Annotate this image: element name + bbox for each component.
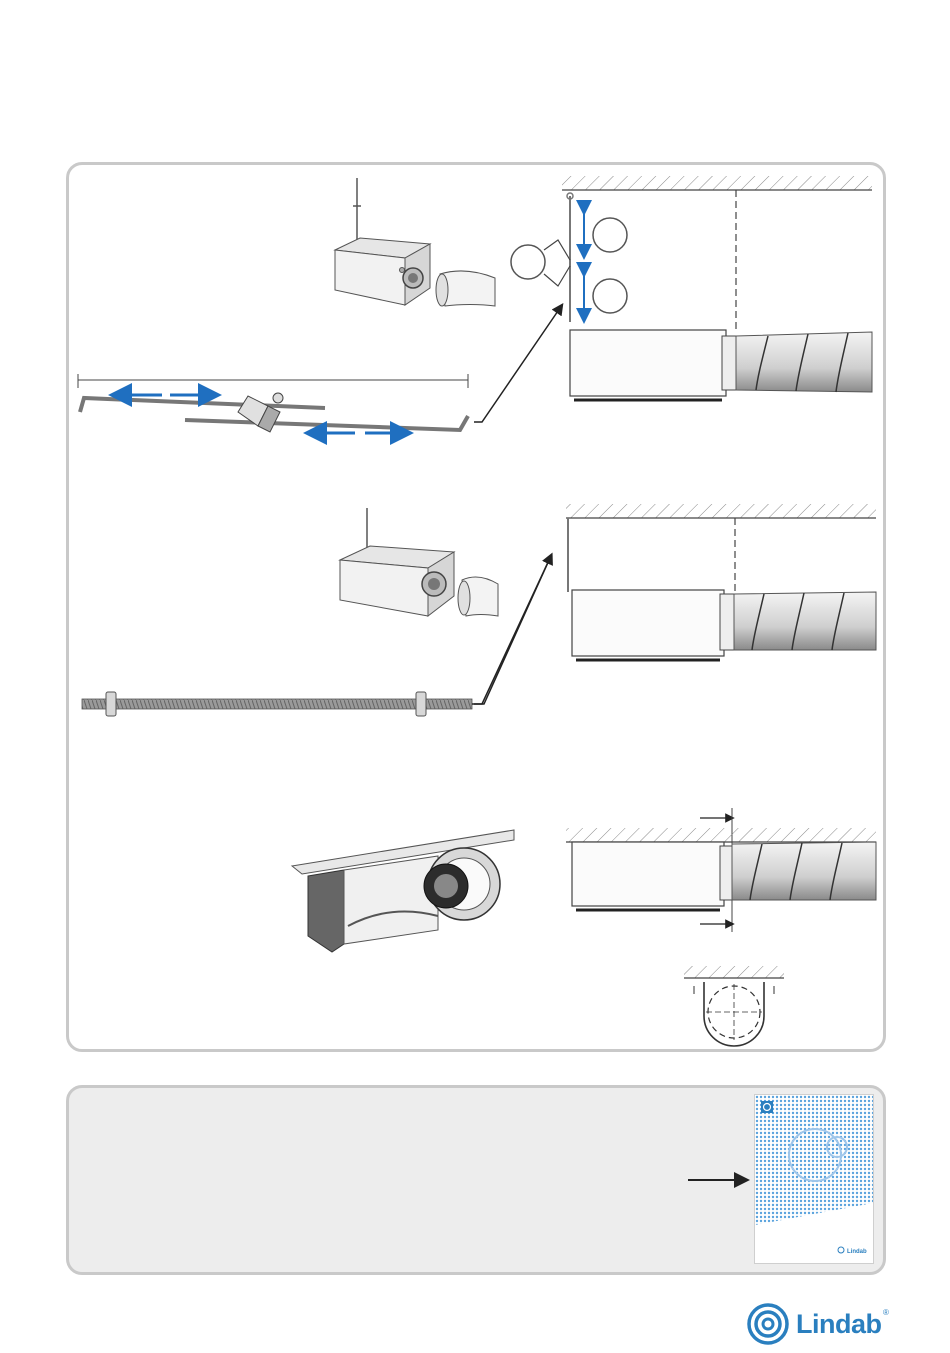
info-pointer-arrow — [686, 1172, 750, 1188]
section-1-adjustment-arrows — [110, 385, 410, 445]
section-2-ceiling-rod-diagram — [560, 500, 882, 670]
section-3-ceiling-section-illustration — [288, 826, 518, 956]
section-1-ceiling-suspension-diagram — [506, 170, 882, 410]
brochure-thumbnail[interactable] — [754, 1094, 874, 1264]
brochure-cover-art — [755, 1095, 873, 1263]
lindab-logo-rings-icon — [746, 1302, 792, 1346]
section-2-pointer-arrow — [470, 548, 560, 708]
lindab-logo[interactable] — [746, 1302, 896, 1346]
section-1-unit-with-hanger-illustration — [330, 178, 500, 318]
lindab-logo-text: Lindab — [796, 1309, 882, 1339]
brochure-brand-label: Lindab — [847, 1249, 867, 1255]
registered-mark: ® — [883, 1308, 889, 1317]
section-2-threaded-rod-illustration — [80, 688, 480, 720]
section-3-ceiling-duct-diagram — [560, 808, 882, 934]
section-3-cross-section-diagram — [680, 964, 792, 1048]
